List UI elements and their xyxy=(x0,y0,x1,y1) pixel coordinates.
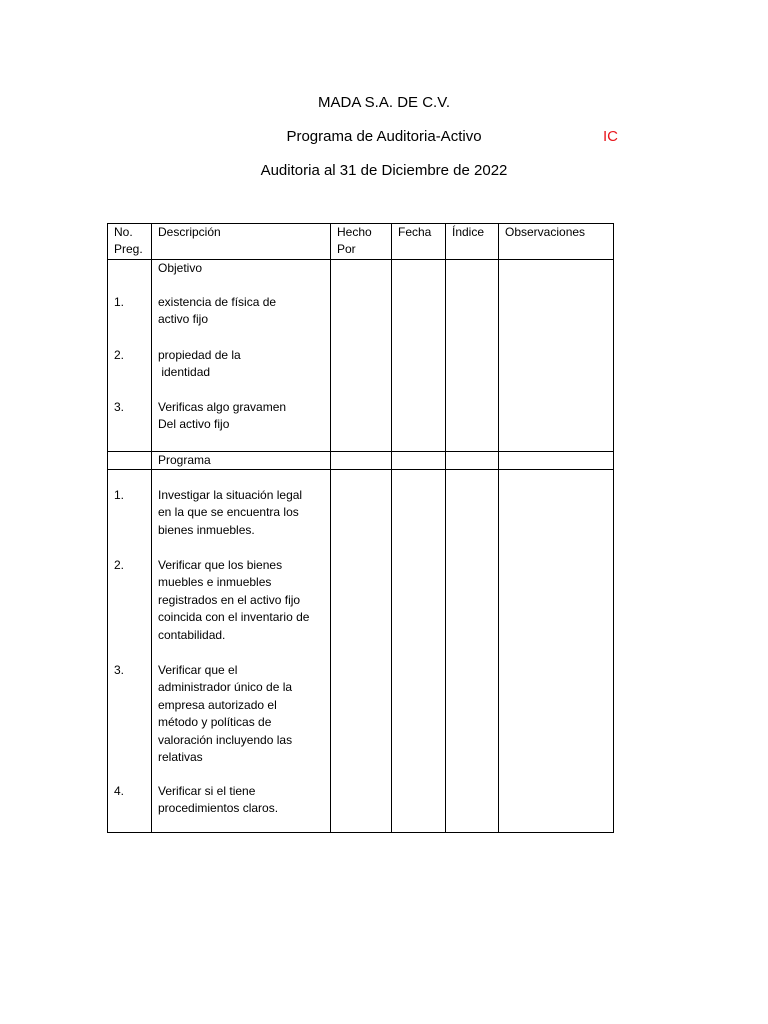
objective-label: Objetivo xyxy=(158,261,203,275)
program-step-number: 3. xyxy=(114,663,125,677)
program-step-text: Verificar si el tiene procedimientos claros. xyxy=(158,784,279,816)
program-step-text: Verificar que el administrador único de la empresa autorizado el método y políticas de valoración incluyendo las relativas xyxy=(158,663,293,765)
program-step-text: Verificar que los bienes muebles e inmuebles registrados en el activo fijo coincida con el inventario de contabilidad. xyxy=(158,558,310,642)
program-title: Programa de Auditoria-Activo xyxy=(286,128,482,145)
column-divider xyxy=(330,224,331,832)
objective-text: existencia de física de activo fijo xyxy=(158,295,277,327)
audit-date: Auditoria al 31 de Diciembre de 2022 xyxy=(260,162,508,179)
program-step-text: Investigar la situación legal en la que se encuentra los bienes inmuebles. xyxy=(158,488,303,537)
objective-number: 2. xyxy=(114,348,125,362)
header-observations: Observaciones xyxy=(505,225,586,239)
audit-program-table xyxy=(107,223,614,833)
column-divider xyxy=(445,224,446,832)
program-step-number: 2. xyxy=(114,558,125,572)
objective-number: 3. xyxy=(114,400,125,414)
header-description: Descripción xyxy=(158,225,221,239)
objective-text: propiedad de la identidad xyxy=(158,348,241,380)
company-name: MADA S.A. DE C.V. xyxy=(318,94,450,111)
header-date: Fecha xyxy=(398,225,432,239)
program-step-number: 1. xyxy=(114,488,125,502)
header-no-preg: No. Preg. xyxy=(114,225,143,257)
column-divider xyxy=(498,224,499,832)
header-index: Índice xyxy=(452,225,485,239)
header-done-by: Hecho Por xyxy=(337,225,372,257)
program-label: Programa xyxy=(158,453,211,467)
reference-tag: IC xyxy=(603,128,618,145)
column-divider xyxy=(391,224,392,832)
objective-text: Verificas algo gravamen Del activo fijo xyxy=(158,400,287,432)
program-step-number: 4. xyxy=(114,784,125,798)
objective-number: 1. xyxy=(114,295,125,309)
column-divider xyxy=(151,224,152,832)
